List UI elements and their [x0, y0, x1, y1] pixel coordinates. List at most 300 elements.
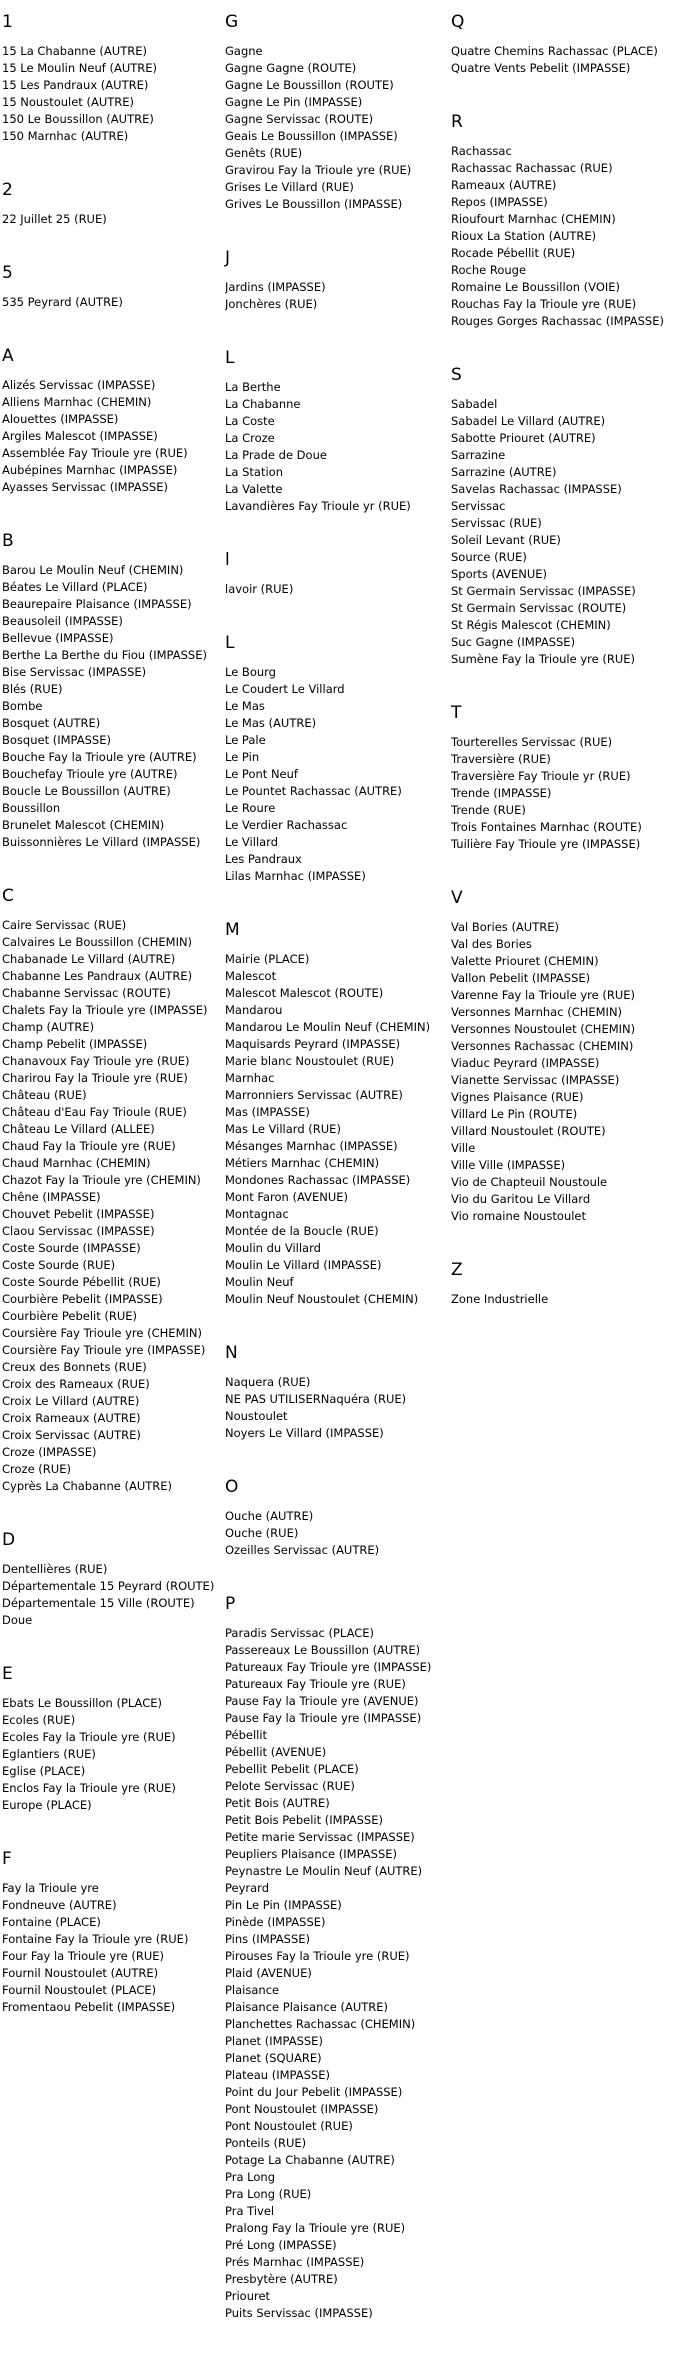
street-entry: Traversière Fay Trioule yr (RUE)	[451, 769, 631, 783]
street-entry: Pra Long	[225, 2170, 275, 2184]
street-entry: Pont Noustoulet (RUE)	[225, 2119, 353, 2133]
street-entry: Malescot Malescot (ROUTE)	[225, 986, 384, 1000]
letter-section	[2, 886, 217, 1495]
street-entry: Petite marie Servissac (IMPASSE)	[225, 1830, 415, 1844]
street-entry: Chaud Marnhac (CHEMIN)	[2, 1156, 151, 1170]
street-list	[225, 664, 440, 885]
street-entry: Vio du Garitou Le Villard	[451, 1192, 591, 1206]
section-letter-heading: B	[2, 531, 14, 551]
street-entry: Servissac	[451, 499, 506, 513]
street-entry: Champ (AUTRE)	[2, 1020, 95, 1034]
street-entry: Le Verdier Rachassac	[225, 818, 348, 832]
street-entry: Malescot	[225, 969, 277, 983]
street-entry: Pins (IMPASSE)	[225, 1932, 311, 1946]
street-entry: Le Pont Neuf	[225, 767, 298, 781]
street-entry: Fontaine Fay la Trioule yre (RUE)	[2, 1932, 189, 1946]
street-entry: St Germain Servissac (IMPASSE)	[451, 584, 636, 598]
section-letter-heading: 5	[2, 263, 13, 283]
street-entry: Jardins (IMPASSE)	[225, 280, 326, 294]
street-entry: Creux des Bonnets (RUE)	[2, 1360, 147, 1374]
letter-section	[2, 12, 217, 145]
street-entry: Le Mas	[225, 699, 265, 713]
street-entry: Croze (IMPASSE)	[2, 1445, 97, 1459]
street-entry: Métiers Marnhac (CHEMIN)	[225, 1156, 380, 1170]
letter-section	[225, 348, 440, 515]
letter-section	[451, 888, 666, 1225]
section-letter-heading: Q	[451, 12, 465, 32]
section-letter-heading: G	[225, 12, 239, 32]
street-entry: 15 Le Moulin Neuf (AUTRE)	[2, 61, 158, 75]
street-entry: Rameaux (AUTRE)	[451, 178, 557, 192]
street-entry: Assemblée Fay Trioule yre (RUE)	[2, 446, 188, 460]
index-column-1	[2, 12, 217, 2051]
street-entry: Mésanges Marnhac (IMPASSE)	[225, 1139, 398, 1153]
street-list	[2, 1695, 217, 1814]
street-entry: Lilas Marnhac (IMPASSE)	[225, 869, 366, 883]
street-entry: Val Bories (AUTRE)	[451, 920, 559, 934]
street-entry: Rouges Gorges Rachassac (IMPASSE)	[451, 314, 664, 328]
street-entry: Le Pale	[225, 733, 266, 747]
letter-section	[225, 920, 440, 1308]
street-entry: Noustoulet	[225, 1409, 288, 1423]
street-entry: Rachassac	[451, 144, 512, 158]
street-list	[451, 919, 666, 1225]
street-entry: Fournil Noustoulet (AUTRE)	[2, 1966, 159, 1980]
street-entry: Planchettes Rachassac (CHEMIN)	[225, 2017, 416, 2031]
street-entry: La Valette	[225, 482, 283, 496]
street-entry: Quatre Vents Pebelit (IMPASSE)	[451, 61, 631, 75]
street-entry: Chabanade Le Villard (AUTRE)	[2, 952, 176, 966]
street-entry: Patureaux Fay Trioule yre (RUE)	[225, 1677, 406, 1691]
street-entry: Blés (RUE)	[2, 682, 63, 696]
street-entry: Europe (PLACE)	[2, 1798, 92, 1812]
street-entry: Sarrazine (AUTRE)	[451, 465, 557, 479]
street-entry: Fournil Noustoulet (PLACE)	[2, 1983, 157, 1997]
letter-section	[225, 1594, 440, 2322]
street-entry: Dentellières (RUE)	[2, 1562, 108, 1576]
street-entry: Gravirou Fay la Trioule yre (RUE)	[225, 163, 412, 177]
street-entry: Pirouses Fay la Trioule yre (RUE)	[225, 1949, 410, 1963]
street-entry: Gagne Le Boussillon (ROUTE)	[225, 78, 394, 92]
street-entry: Valette Priouret (CHEMIN)	[451, 954, 599, 968]
street-entry: Le Coudert Le Villard	[225, 682, 345, 696]
street-entry: Noyers Le Villard (IMPASSE)	[225, 1426, 384, 1440]
street-entry: Sarrazine	[451, 448, 506, 462]
street-entry: Doue	[2, 1613, 33, 1627]
street-entry: Alliens Marnhac (CHEMIN)	[2, 395, 152, 409]
street-entry: Petit Bois (AUTRE)	[225, 1796, 330, 1810]
street-entry: Brunelet Malescot (CHEMIN)	[2, 818, 165, 832]
section-letter-heading: R	[451, 112, 463, 132]
street-entry: Croix des Rameaux (RUE)	[2, 1377, 150, 1391]
street-entry: Courbière Pebelit (RUE)	[2, 1309, 138, 1323]
street-entry: Le Villard	[225, 835, 279, 849]
street-entry: Mas Le Villard (RUE)	[225, 1122, 341, 1136]
street-entry: Ville	[451, 1141, 476, 1155]
street-entry: Bouchefay Trioule yre (AUTRE)	[2, 767, 178, 781]
street-entry: Coursière Fay Trioule yre (CHEMIN)	[2, 1326, 202, 1340]
letter-section	[225, 12, 440, 213]
street-entry: La Croze	[225, 431, 275, 445]
street-entry: Chabanne Servissac (ROUTE)	[2, 986, 171, 1000]
street-entry: Croix Servissac (AUTRE)	[2, 1428, 141, 1442]
street-entry: Pause Fay la Trioule yre (AVENUE)	[225, 1694, 419, 1708]
street-entry: Bosquet (IMPASSE)	[2, 733, 111, 747]
street-entry: Chouvet Pebelit (IMPASSE)	[2, 1207, 155, 1221]
street-entry: Priouret	[225, 2289, 271, 2303]
street-entry: Lavandières Fay Trioule yr (RUE)	[225, 499, 411, 513]
street-entry: Les Pandraux	[225, 852, 302, 866]
street-entry: Gagne Le Pin (IMPASSE)	[225, 95, 363, 109]
street-entry: Marie blanc Noustoulet (RUE)	[225, 1054, 395, 1068]
street-entry: 150 Le Boussillon (AUTRE)	[2, 112, 154, 126]
street-entry: Berthe La Berthe du Fiou (IMPASSE)	[2, 648, 207, 662]
street-entry: Sabadel Le Villard (AUTRE)	[451, 414, 606, 428]
street-entry: Ayasses Servissac (IMPASSE)	[2, 480, 168, 494]
street-entry: St Germain Servissac (ROUTE)	[451, 601, 627, 615]
street-entry: Pause Fay la Trioule yre (IMPASSE)	[225, 1711, 422, 1725]
section-letter-heading: E	[2, 1664, 13, 1684]
street-entry: Chalets Fay la Trioule yre (IMPASSE)	[2, 1003, 208, 1017]
street-entry: Roche Rouge	[451, 263, 527, 277]
street-entry: Chabanne Les Pandraux (AUTRE)	[2, 969, 193, 983]
street-entry: Vianette Servissac (IMPASSE)	[451, 1073, 620, 1087]
street-entry: Moulin du Villard	[225, 1241, 321, 1255]
street-entry: Versonnes Rachassac (CHEMIN)	[451, 1039, 634, 1053]
index-column-2	[225, 12, 440, 2357]
street-entry: Grises Le Villard (RUE)	[225, 180, 354, 194]
street-entry: Ecoles Fay la Trioule yre (RUE)	[2, 1730, 176, 1744]
street-entry: Rachassac Rachassac (RUE)	[451, 161, 613, 175]
street-list	[2, 917, 217, 1495]
street-entry: Champ Pebelit (IMPASSE)	[2, 1037, 148, 1051]
street-entry: Bouche Fay la Trioule yre (AUTRE)	[2, 750, 197, 764]
street-entry: Plaisance	[225, 1983, 280, 1997]
street-entry: Coste Sourde Pébellit (RUE)	[2, 1275, 161, 1289]
street-entry: Boucle Le Boussillon (AUTRE)	[2, 784, 171, 798]
section-letter-heading: O	[225, 1477, 239, 1497]
street-entry: Plaisance Plaisance (AUTRE)	[225, 2000, 389, 2014]
street-entry: Four Fay la Trioule yre (RUE)	[2, 1949, 165, 1963]
section-letter-heading: V	[451, 888, 463, 908]
street-entry: 15 Les Pandraux (AUTRE)	[2, 78, 149, 92]
street-entry: Paradis Servissac (PLACE)	[225, 1626, 375, 1640]
street-entry: Source (RUE)	[451, 550, 527, 564]
section-letter-heading: 2	[2, 180, 13, 200]
street-entry: Ville Ville (IMPASSE)	[451, 1158, 566, 1172]
street-list	[225, 581, 440, 598]
street-entry: Peyrard	[225, 1881, 270, 1895]
street-entry: Tourterelles Servissac (RUE)	[451, 735, 613, 749]
street-list	[2, 377, 217, 496]
street-entry: Peupliers Plaisance (IMPASSE)	[225, 1847, 398, 1861]
street-list	[225, 379, 440, 515]
street-entry: Ecoles (RUE)	[2, 1713, 76, 1727]
street-entry: Ouche (AUTRE)	[225, 1509, 314, 1523]
street-entry: Petit Bois Pebelit (IMPASSE)	[225, 1813, 383, 1827]
street-entry: Gagne Gagne (ROUTE)	[225, 61, 357, 75]
letter-section	[2, 1849, 217, 2016]
street-entry: Sumène Fay la Trioule yre (RUE)	[451, 652, 636, 666]
letter-section	[451, 1260, 666, 1308]
street-entry: Traversière (RUE)	[451, 752, 551, 766]
street-entry: Villard Le Pin (ROUTE)	[451, 1107, 578, 1121]
street-entry: St Régis Malescot (CHEMIN)	[451, 618, 611, 632]
street-entry: Fondneuve (AUTRE)	[2, 1898, 117, 1912]
street-entry: Boussillon	[2, 801, 61, 815]
street-list	[225, 1374, 440, 1442]
street-entry: Départementale 15 Ville (ROUTE)	[2, 1596, 195, 1610]
street-entry: Beausoleil (IMPASSE)	[2, 614, 123, 628]
street-entry: Marnhac	[225, 1071, 275, 1085]
street-entry: Château (RUE)	[2, 1088, 87, 1102]
street-list	[451, 396, 666, 668]
street-entry: Alouettes (IMPASSE)	[2, 412, 119, 426]
street-list	[451, 143, 666, 330]
street-entry: La Prade de Doue	[225, 448, 327, 462]
street-entry: Tuilière Fay Trioule yre (IMPASSE)	[451, 837, 641, 851]
street-entry: Chaud Fay la Trioule yre (RUE)	[2, 1139, 176, 1153]
street-entry: Planet (IMPASSE)	[225, 2034, 323, 2048]
street-entry: Mondones Rachassac (IMPASSE)	[225, 1173, 411, 1187]
street-entry: Coursière Fay Trioule yre (IMPASSE)	[2, 1343, 206, 1357]
street-list	[2, 1561, 217, 1629]
street-entry: Moulin Neuf	[225, 1275, 294, 1289]
street-entry: Servissac (RUE)	[451, 516, 542, 530]
street-entry: La Coste	[225, 414, 275, 428]
street-entry: Rouchas Fay la Trioule yre (RUE)	[451, 297, 637, 311]
street-entry: Rioux La Station (AUTRE)	[451, 229, 597, 243]
street-entry: La Berthe	[225, 380, 281, 394]
section-letter-heading: M	[225, 920, 240, 940]
street-entry: Trende (RUE)	[451, 803, 526, 817]
street-entry: Eglise (PLACE)	[2, 1764, 86, 1778]
street-entry: Trende (IMPASSE)	[451, 786, 552, 800]
street-entry: Gagne	[225, 44, 263, 58]
street-entry: Charirou Fay la Trioule yre (RUE)	[2, 1071, 188, 1085]
street-entry: 150 Marnhac (AUTRE)	[2, 129, 129, 143]
letter-section	[451, 703, 666, 853]
street-entry: Pelote Servissac (RUE)	[225, 1779, 355, 1793]
street-list	[2, 294, 217, 311]
street-entry: Romaine Le Boussillon (VOIE)	[451, 280, 621, 294]
street-entry: Fromentaou Pebelit (IMPASSE)	[2, 2000, 176, 2014]
street-entry: Naquera (RUE)	[225, 1375, 311, 1389]
street-entry: Val des Bories	[451, 937, 532, 951]
street-entry: Vio de Chapteuil Noustoule	[451, 1175, 608, 1189]
street-list	[225, 1625, 440, 2322]
street-list	[225, 1508, 440, 1559]
street-entry: Ponteils (RUE)	[225, 2136, 307, 2150]
index-column-3	[451, 12, 666, 1343]
street-entry: Croix Le Villard (AUTRE)	[2, 1394, 140, 1408]
street-entry: 22 Juillet 25 (RUE)	[2, 212, 107, 226]
street-entry: Jonchères (RUE)	[225, 297, 318, 311]
street-entry: Cyprès La Chabanne (AUTRE)	[2, 1479, 173, 1493]
street-entry: Villard Noustoulet (ROUTE)	[451, 1124, 606, 1138]
letter-section	[225, 248, 440, 313]
street-entry: Geais Le Boussillon (IMPASSE)	[225, 129, 398, 143]
street-entry: Sports (AVENUE)	[451, 567, 548, 581]
street-entry: Zone Industrielle	[451, 1292, 549, 1306]
street-entry: Courbière Pebelit (IMPASSE)	[2, 1292, 163, 1306]
street-entry: Pébellit (AVENUE)	[225, 1745, 327, 1759]
street-entry: Sabotte Priouret (AUTRE)	[451, 431, 596, 445]
street-entry: Coste Sourde (IMPASSE)	[2, 1241, 141, 1255]
street-entry: Fontaine (PLACE)	[2, 1915, 101, 1929]
street-entry: Mairie (PLACE)	[225, 952, 310, 966]
street-entry: Le Bourg	[225, 665, 276, 679]
street-list	[225, 951, 440, 1308]
section-letter-heading: N	[225, 1343, 238, 1363]
street-list	[451, 1291, 666, 1308]
street-entry: Béates Le Villard (PLACE)	[2, 580, 148, 594]
street-entry: Claou Servissac (IMPASSE)	[2, 1224, 155, 1238]
street-entry: Départementale 15 Peyrard (ROUTE)	[2, 1579, 215, 1593]
street-list	[451, 43, 666, 77]
street-list	[2, 562, 217, 851]
street-entry: Mandarou	[225, 1003, 283, 1017]
street-entry: Pin Le Pin (IMPASSE)	[225, 1898, 342, 1912]
section-letter-heading: Z	[451, 1260, 463, 1280]
section-letter-heading: C	[2, 886, 14, 906]
street-entry: Pra Long (RUE)	[225, 2187, 312, 2201]
street-entry: Ouche (RUE)	[225, 1526, 299, 1540]
letter-section	[451, 365, 666, 668]
street-entry: Le Pountet Rachassac (AUTRE)	[225, 784, 402, 798]
street-entry: Suc Gagne (IMPASSE)	[451, 635, 576, 649]
street-entry: Le Pin	[225, 750, 260, 764]
street-entry: Mont Faron (AVENUE)	[225, 1190, 348, 1204]
section-letter-heading: L	[225, 348, 235, 368]
street-entry: Beaurepaire Plaisance (IMPASSE)	[2, 597, 192, 611]
street-list	[2, 43, 217, 145]
street-entry: Genêts (RUE)	[225, 146, 303, 160]
street-entry: Potage La Chabanne (AUTRE)	[225, 2153, 395, 2167]
street-entry: Pébellit	[225, 1728, 268, 1742]
letter-section	[2, 346, 217, 496]
street-entry: NE PAS UTILISERNaquéra (RUE)	[225, 1392, 407, 1406]
street-entry: Rioufourt Marnhac (CHEMIN)	[451, 212, 616, 226]
street-entry: Moulin Neuf Noustoulet (CHEMIN)	[225, 1292, 419, 1306]
street-entry: Presbytère (AUTRE)	[225, 2272, 338, 2286]
street-entry: Plateau (IMPASSE)	[225, 2068, 330, 2082]
section-letter-heading: T	[451, 703, 462, 723]
street-entry: Trois Fontaines Marnhac (ROUTE)	[451, 820, 642, 834]
letter-section	[2, 180, 217, 228]
street-entry: Ebats Le Boussillon (PLACE)	[2, 1696, 163, 1710]
letter-section	[2, 1664, 217, 1814]
street-entry: Mas (IMPASSE)	[225, 1105, 310, 1119]
street-entry: La Chabanne	[225, 397, 301, 411]
street-list	[2, 211, 217, 228]
street-entry: Le Mas (AUTRE)	[225, 716, 317, 730]
street-entry: Château d'Eau Fay Trioule (RUE)	[2, 1105, 187, 1119]
street-list	[451, 734, 666, 853]
street-entry: Planet (SQUARE)	[225, 2051, 322, 2065]
street-entry: Caire Servissac (RUE)	[2, 918, 127, 932]
street-entry: Le Roure	[225, 801, 276, 815]
street-entry: Bellevue (IMPASSE)	[2, 631, 114, 645]
street-entry: Coste Sourde (RUE)	[2, 1258, 116, 1272]
street-entry: Chêne (IMPASSE)	[2, 1190, 101, 1204]
street-entry: Soleil Levant (RUE)	[451, 533, 561, 547]
street-entry: Puits Servissac (IMPASSE)	[225, 2306, 373, 2320]
section-letter-heading: J	[225, 248, 231, 268]
street-entry: Grives Le Boussillon (IMPASSE)	[225, 197, 403, 211]
street-entry: Aubépines Marnhac (IMPASSE)	[2, 463, 178, 477]
street-entry: Repos (IMPASSE)	[451, 195, 548, 209]
street-entry: Pinède (IMPASSE)	[225, 1915, 326, 1929]
street-entry: Buissonnières Le Villard (IMPASSE)	[2, 835, 201, 849]
street-entry: Pont Noustoulet (IMPASSE)	[225, 2102, 379, 2116]
section-letter-heading: S	[451, 365, 462, 385]
letter-section	[225, 1477, 440, 1559]
street-entry: Versonnes Noustoulet (CHEMIN)	[451, 1022, 636, 1036]
street-entry: Bise Servissac (IMPASSE)	[2, 665, 147, 679]
street-list	[2, 1880, 217, 2016]
section-letter-heading: P	[225, 1594, 236, 1614]
letter-section	[2, 1530, 217, 1629]
street-entry: Chazot Fay la Trioule yre (CHEMIN)	[2, 1173, 201, 1187]
street-entry: Moulin Le Villard (IMPASSE)	[225, 1258, 382, 1272]
street-entry: Eglantiers (RUE)	[2, 1747, 96, 1761]
letter-section	[2, 531, 217, 851]
letter-section	[225, 550, 440, 598]
street-entry: Vallon Pebelit (IMPASSE)	[451, 971, 591, 985]
street-entry: Château Le Villard (ALLEE)	[2, 1122, 155, 1136]
street-entry: Vio romaine Noustoulet	[451, 1209, 587, 1223]
street-entry: Prés Marnhac (IMPASSE)	[225, 2255, 365, 2269]
street-entry: Ozeilles Servissac (AUTRE)	[225, 1543, 380, 1557]
street-entry: Passereaux Le Boussillon (AUTRE)	[225, 1643, 421, 1657]
letter-section	[225, 633, 440, 885]
street-entry: Point du Jour Pebelit (IMPASSE)	[225, 2085, 403, 2099]
street-entry: Plaid (AVENUE)	[225, 1966, 312, 1980]
street-entry: Versonnes Marnhac (CHEMIN)	[451, 1005, 623, 1019]
street-entry: Pralong Fay la Trioule yre (RUE)	[225, 2221, 406, 2235]
street-entry: Fay la Trioule yre	[2, 1881, 99, 1895]
letter-section	[451, 12, 666, 77]
section-letter-heading: A	[2, 346, 14, 366]
street-list	[225, 43, 440, 213]
street-entry: Sabadel	[451, 397, 498, 411]
letter-section	[451, 112, 666, 330]
street-entry: Alizés Servissac (IMPASSE)	[2, 378, 156, 392]
street-entry: Bosquet (AUTRE)	[2, 716, 101, 730]
street-entry: Calvaires Le Boussillon (CHEMIN)	[2, 935, 193, 949]
street-entry: Croix Rameaux (AUTRE)	[2, 1411, 141, 1425]
street-entry: Argiles Malescot (IMPASSE)	[2, 429, 158, 443]
letter-section	[225, 1343, 440, 1442]
street-entry: Vignes Plaisance (RUE)	[451, 1090, 584, 1104]
street-list	[225, 279, 440, 313]
street-entry: Viaduc Peyrard (IMPASSE)	[451, 1056, 600, 1070]
street-entry: La Station	[225, 465, 283, 479]
street-entry: Montagnac	[225, 1207, 289, 1221]
street-entry: lavoir (RUE)	[225, 582, 294, 596]
street-entry: Croze (RUE)	[2, 1462, 71, 1476]
street-entry: Barou Le Moulin Neuf (CHEMIN)	[2, 563, 184, 577]
letter-section	[2, 263, 217, 311]
street-entry: Enclos Fay la Trioule yre (RUE)	[2, 1781, 176, 1795]
street-entry: Montée de la Boucle (RUE)	[225, 1224, 379, 1238]
street-entry: Mandarou Le Moulin Neuf (CHEMIN)	[225, 1020, 431, 1034]
street-entry: 535 Peyrard (AUTRE)	[2, 295, 123, 309]
section-letter-heading: l	[225, 550, 230, 570]
section-letter-heading: D	[2, 1530, 16, 1550]
street-entry: Savelas Rachassac (IMPASSE)	[451, 482, 622, 496]
